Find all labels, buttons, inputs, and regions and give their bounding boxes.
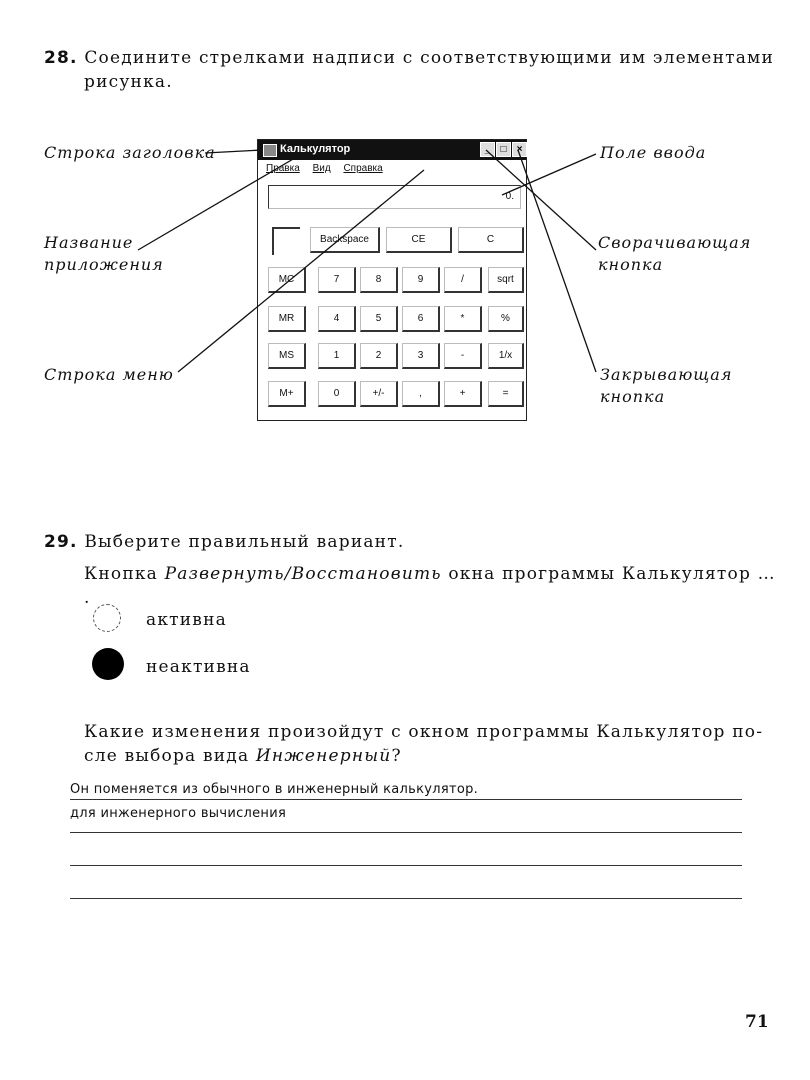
q2-line2: [84, 744, 402, 768]
calc-key[interactable]: %: [488, 306, 524, 332]
calc-key[interactable]: M+: [268, 381, 306, 407]
label-close-2: кнопка: [600, 387, 666, 406]
close-icon[interactable]: ×: [512, 142, 527, 157]
calc-key[interactable]: *: [444, 306, 482, 332]
menu-item-view[interactable]: Вид: [312, 163, 331, 174]
calc-key[interactable]: -: [444, 343, 482, 369]
menu-item-edit[interactable]: Правка: [266, 163, 300, 174]
label-app-name-2: приложения: [44, 255, 164, 274]
arrow-input-field: [502, 154, 596, 195]
menu-item-help[interactable]: Справка: [343, 163, 383, 174]
answer-line: [70, 799, 742, 800]
page-number: 71: [745, 1012, 769, 1032]
task-29-prompt: Выберите правильный вариант.: [84, 532, 405, 552]
task-28-line1: Соедините стрелками надписи с соответствующими им элементами: [84, 48, 774, 68]
task-29-heading: [44, 530, 404, 554]
calc-key[interactable]: 0: [318, 381, 356, 407]
arrow-minimize: [486, 150, 596, 250]
maximize-icon[interactable]: □: [496, 142, 511, 157]
label-minimize-1: Сворачивающая: [598, 233, 752, 252]
calc-key[interactable]: 2: [360, 343, 398, 369]
calc-key[interactable]: /: [444, 267, 482, 293]
calc-key[interactable]: 5: [360, 306, 398, 332]
calc-key[interactable]: +: [444, 381, 482, 407]
calc-key[interactable]: 8: [360, 267, 398, 293]
arrow-menu-bar: [178, 170, 424, 372]
answer-line: [70, 832, 742, 833]
label-minimize-2: кнопка: [598, 255, 664, 274]
arrow-app-name: [138, 155, 300, 250]
radio-active[interactable]: [93, 604, 121, 632]
backspace-button[interactable]: Backspace: [310, 227, 380, 253]
c-button[interactable]: C: [458, 227, 524, 253]
arrow-title-bar: [205, 150, 262, 153]
calc-key[interactable]: 1/x: [488, 343, 524, 369]
calc-key[interactable]: MS: [268, 343, 306, 369]
q2-prefix: сле выбора вида: [84, 746, 256, 766]
calc-key[interactable]: 9: [402, 267, 440, 293]
handwritten-answer-1: Он поменяется из обычного в инженерный калькулятор.: [70, 782, 479, 797]
calc-key[interactable]: 4: [318, 306, 356, 332]
question-italic: Развернуть/Восстановить: [164, 564, 442, 584]
label-app-name-1: Название: [44, 233, 134, 252]
calc-key[interactable]: 6: [402, 306, 440, 332]
task-29-number: 29.: [44, 532, 78, 552]
answer-line: [70, 898, 742, 899]
question-prefix: Кнопка: [84, 564, 165, 584]
answer-line: [70, 865, 742, 866]
task-28-number: 28.: [44, 48, 78, 68]
question-suffix: окна программы Калькулятор … .: [84, 564, 776, 608]
label-close-1: Закрывающая: [600, 365, 733, 384]
q2-italic: Инженерный: [255, 746, 392, 766]
calc-key[interactable]: 3: [402, 343, 440, 369]
option-active: активна: [146, 610, 227, 630]
task-28-line2: рисунка.: [84, 72, 173, 92]
calc-key[interactable]: ,: [402, 381, 440, 407]
calc-key[interactable]: +/-: [360, 381, 398, 407]
calc-key[interactable]: MC: [268, 267, 306, 293]
calc-key[interactable]: MR: [268, 306, 306, 332]
calc-key[interactable]: 1: [318, 343, 356, 369]
minimize-icon[interactable]: _: [480, 142, 495, 157]
label-title-bar: Строка заголовка: [44, 143, 216, 162]
handwritten-answer-2: для инженерного вычисления: [70, 806, 287, 821]
label-menu-bar: Строка меню: [44, 365, 174, 384]
q2-line1: Какие изменения произойдут с окном программы Калькулятор по-: [84, 722, 764, 742]
calc-key[interactable]: sqrt: [488, 267, 524, 293]
radio-inactive-selected[interactable]: [92, 648, 124, 680]
q2-suffix: ?: [391, 746, 402, 766]
ce-button[interactable]: CE: [386, 227, 452, 253]
task-29-question: [84, 562, 784, 610]
calc-key[interactable]: =: [488, 381, 524, 407]
arrow-close: [518, 150, 596, 372]
label-input-field: Поле ввода: [600, 143, 707, 162]
calculator-title: Калькулятор: [280, 143, 351, 155]
calculator-display[interactable]: 0.: [268, 185, 521, 209]
option-inactive: неактивна: [146, 657, 251, 677]
calc-key[interactable]: 7: [318, 267, 356, 293]
